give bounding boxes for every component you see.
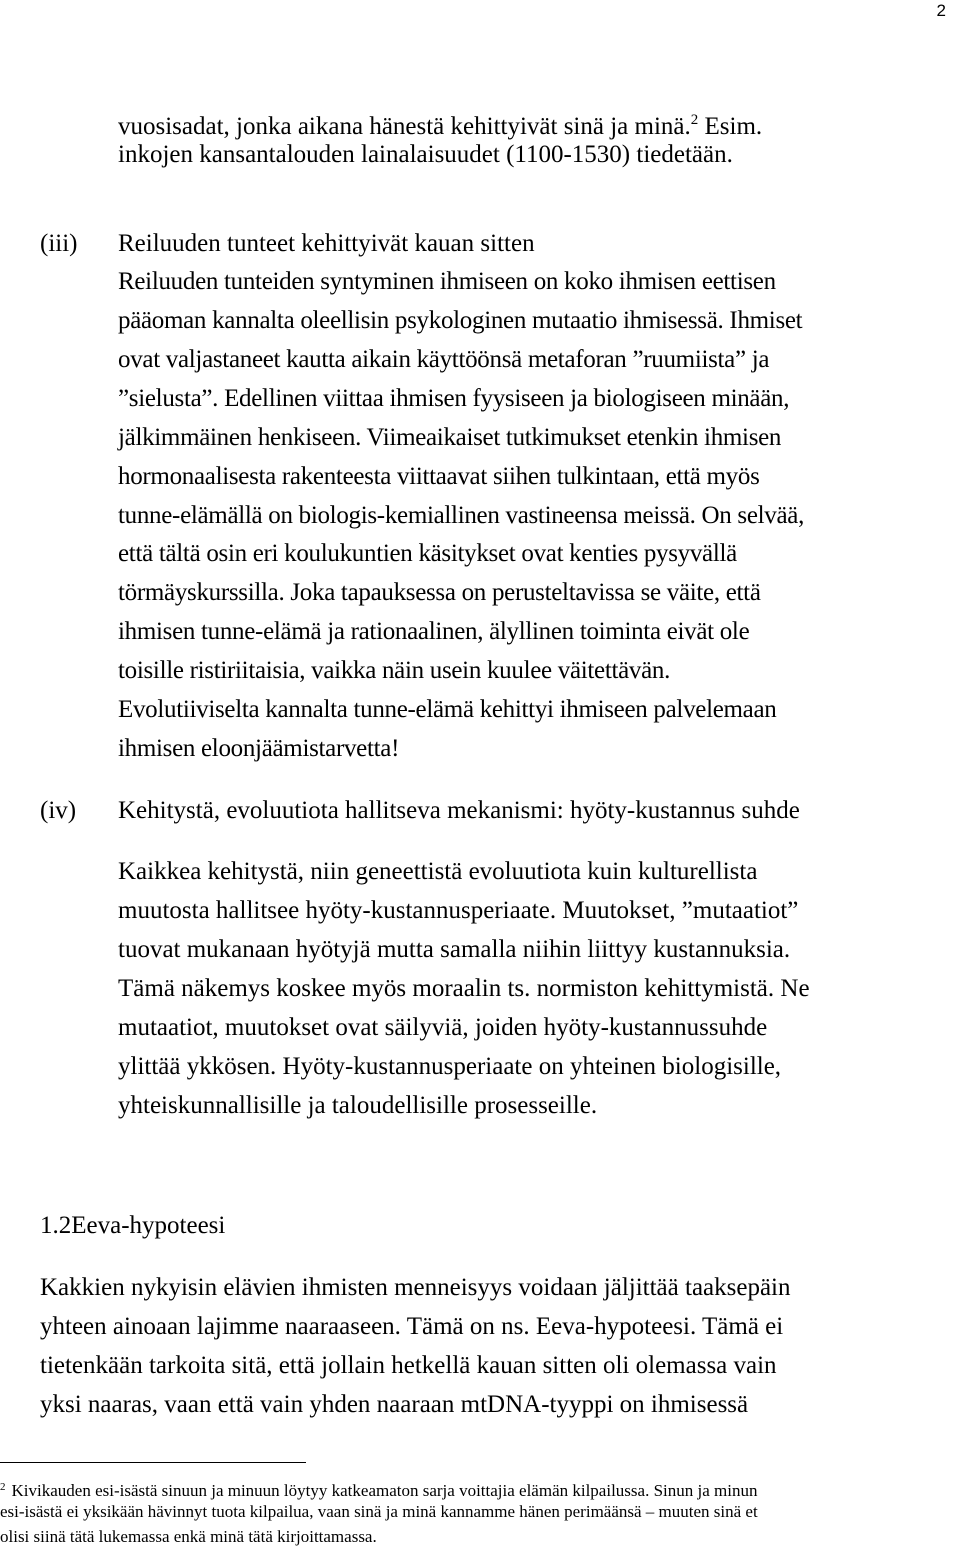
section-iv-line: yhteiskunnallisille ja taloudellisille prosesseille.: [118, 1092, 598, 1119]
section-iv-line: tuovat mukanaan hyötyjä mutta samalla niihin liittyy kustannuksia.: [118, 936, 791, 963]
section-1-2-line: yhteen ainoaan lajimme naaraaseen. Tämä on ns. Eeva-hypoteesi. Tämä ei: [40, 1313, 784, 1340]
section-iv-line: Tämä näkemys koskee myös moraalin ts. normiston kehittymistä. Ne: [118, 975, 810, 1002]
intro-line-1-end: Esim.: [698, 113, 763, 140]
section-iv-title: Kehitystä, evoluutiota hallitseva mekanismi: hyöty-kustannus suhde: [118, 797, 800, 824]
section-iv-line: muutosta hallitsee hyöty-kustannusperiaate. Muutokset, ”mutaatiot”: [118, 897, 799, 924]
footnote-reference: 2: [690, 112, 699, 128]
footnote-marker: 2: [0, 1481, 6, 1493]
section-iii-line: ”sielusta”. Edellinen viittaa ihmisen fyysiseen ja biologiseen minään,: [118, 385, 790, 412]
footnote-divider: [0, 1462, 306, 1463]
section-iv-label: (iv): [40, 797, 77, 824]
section-iii-line: toisille ristiriitaisia, vaikka näin usein kuulee väitettävän.: [118, 657, 671, 684]
section-heading: 1.2Eeva-hypoteesi: [40, 1212, 226, 1239]
intro-line-1: [118, 104, 762, 143]
intro-line-1-text: vuosisadat, jonka aikana hänestä kehittyivät sinä ja minä.: [118, 113, 691, 140]
section-1-2-line: tietenkään tarkoita sitä, että jollain hetkellä kauan sitten oli olemassa vain: [40, 1352, 777, 1379]
section-iv-line: mutaatiot, muutokset ovat säilyviä, joiden hyöty-kustannussuhde: [118, 1014, 768, 1041]
section-iii-line: ihmisen tunne-elämä ja rationaalinen, älyllinen toiminta eivät ole: [118, 618, 750, 645]
section-iii-label: (iii): [40, 230, 78, 257]
section-iii-line: Evolutiiviselta kannalta tunne-elämä kehittyi ihmiseen palvelemaan: [118, 696, 777, 723]
section-iii-title: Reiluuden tunteet kehittyivät kauan sitten: [118, 230, 535, 257]
footnote-text: Kivikauden esi-isästä sinuun ja minuun löytyy katkeamaton sarja voittajia elämän kilpailussa. Sinun ja minun: [11, 1481, 758, 1500]
footnote-line-2: esi-isästä ei yksikään hävinnyt tuota kilpailua, vaan sinä ja minä kannamme hänen perimäänsä – muuten sinä et: [0, 1502, 758, 1521]
section-iv-line: Kaikkea kehitystä, niin geneettistä evoluutiota kuin kulturellista: [118, 858, 758, 885]
section-iii-line: tunne-elämällä on biologis-kemiallinen vastineensa meissä. On selvää,: [118, 502, 805, 529]
section-iv-line: ylittää ykkösen. Hyöty-kustannusperiaate on yhteinen biologisille,: [118, 1053, 782, 1080]
page-number: 2: [936, 1, 946, 20]
intro-line-2: inkojen kansantalouden lainalaisuudet (1100-1530) tiedetään.: [118, 141, 733, 168]
section-iii-line: hormonaalisesta rakenteesta viittaavat siihen tulkintaan, että myös: [118, 463, 760, 490]
section-iii-line: jälkimmäinen henkiseen. Viimeaikaiset tutkimukset etenkin ihmisen: [118, 424, 782, 451]
section-1-2-line: Kakkien nykyisin elävien ihmisten menneisyys voidaan jäljittää taaksepäin: [40, 1274, 791, 1301]
section-iii-line: Reiluuden tunteiden syntyminen ihmiseen on koko ihmisen eettisen: [118, 268, 776, 295]
section-iii-line: törmäyskurssilla. Joka tapauksessa on perusteltavissa se väite, että: [118, 579, 761, 606]
section-iii-line: että tältä osin eri koulukuntien käsitykset ovat kenties pysyvällä: [118, 540, 737, 567]
section-1-2-line: yksi naaras, vaan että vain yhden naaraan mtDNA-tyyppi on ihmisessä: [40, 1391, 749, 1418]
footnote-line-3: olisi siinä tätä lukemassa enkä minä tätä kirjoittamassa.: [0, 1527, 377, 1546]
section-iii-line: ihmisen eloonjäämistarvetta!: [118, 735, 400, 762]
section-iii-line: pääoman kannalta oleellisin psykologinen mutaatio ihmisessä. Ihmiset: [118, 307, 803, 334]
footnote-line-1: [0, 1476, 757, 1502]
section-iii-line: ovat valjastaneet kautta aikain käyttöönsä metaforan ”ruumiista” ja: [118, 346, 770, 373]
